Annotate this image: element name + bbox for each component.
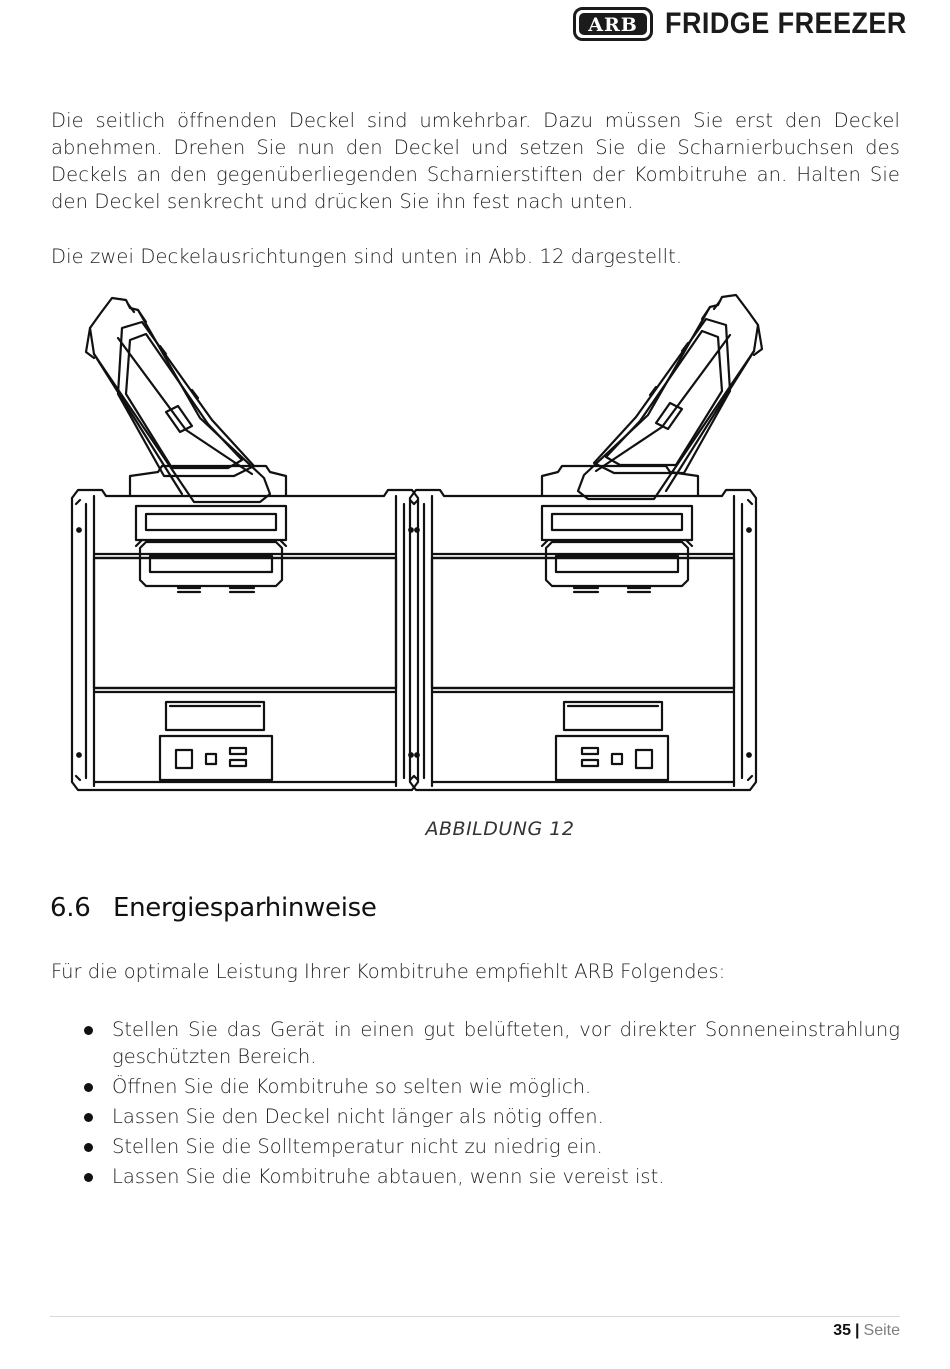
- list-item-text: Lassen Sie die Kombitruhe abtauen, wenn sie vereist ist.: [112, 1165, 665, 1188]
- arb-logo-text: ARB: [588, 14, 639, 36]
- page-number: 35: [833, 1322, 852, 1339]
- bullet-icon: [84, 1143, 93, 1152]
- bullet-icon: [84, 1083, 93, 1092]
- page-header: [573, 4, 934, 44]
- list-item: [51, 1133, 900, 1160]
- footer-divider: [50, 1316, 900, 1317]
- section-intro: Für die optimale Leistung Ihrer Kombitruhe empfiehlt ARB Folgendes:: [51, 960, 726, 983]
- list-item: [51, 1103, 900, 1130]
- list-item: [51, 1163, 900, 1190]
- energy-tips-list: [51, 1016, 900, 1193]
- section-title: Energiesparhinweise: [113, 893, 377, 923]
- footer-separator: |: [855, 1322, 860, 1339]
- paragraph-lid-reversal: Die seitlich öffnenden Deckel sind umkehrbar. Dazu müssen Sie erst den Deckel abnehmen. Drehen Sie nun den Deckel und setzen Sie die Scharnierbuchsen des Deckels an den gegenüberliegenden Scharnierstiften der Kombitruhe an. Halten Sie den Deckel senkrecht und drücken Sie ihn fest nach unten.: [51, 109, 900, 213]
- page-footer: [833, 1322, 900, 1340]
- list-item-text: Stellen Sie die Solltemperatur nicht zu niedrig ein.: [112, 1135, 603, 1158]
- bullet-icon: [84, 1173, 93, 1182]
- fridge-lid-illustration: [50, 290, 910, 810]
- arb-logo: [573, 7, 653, 41]
- list-item-text: Öffnen Sie die Kombitruhe so selten wie möglich.: [112, 1075, 592, 1098]
- section-number: 6.6: [50, 893, 91, 923]
- list-item: [51, 1016, 900, 1070]
- bullet-icon: [84, 1026, 93, 1035]
- bullet-icon: [84, 1113, 93, 1122]
- figure-caption: ABBILDUNG 12: [425, 818, 575, 840]
- list-item: [51, 1073, 900, 1100]
- page-label: Seite: [863, 1322, 900, 1339]
- section-heading: [50, 893, 377, 923]
- paragraph-lid-orientations: Die zwei Deckelausrichtungen sind unten in Abb. 12 dargestellt.: [51, 245, 683, 268]
- list-item-text: Stellen Sie das Gerät in einen gut belüfteten, vor direkter Sonneneinstrahlung geschützten Bereich.: [112, 1018, 900, 1068]
- header-title: FRIDGE FREEZER: [665, 7, 908, 40]
- list-item-text: Lassen Sie den Deckel nicht länger als nötig offen.: [112, 1105, 604, 1128]
